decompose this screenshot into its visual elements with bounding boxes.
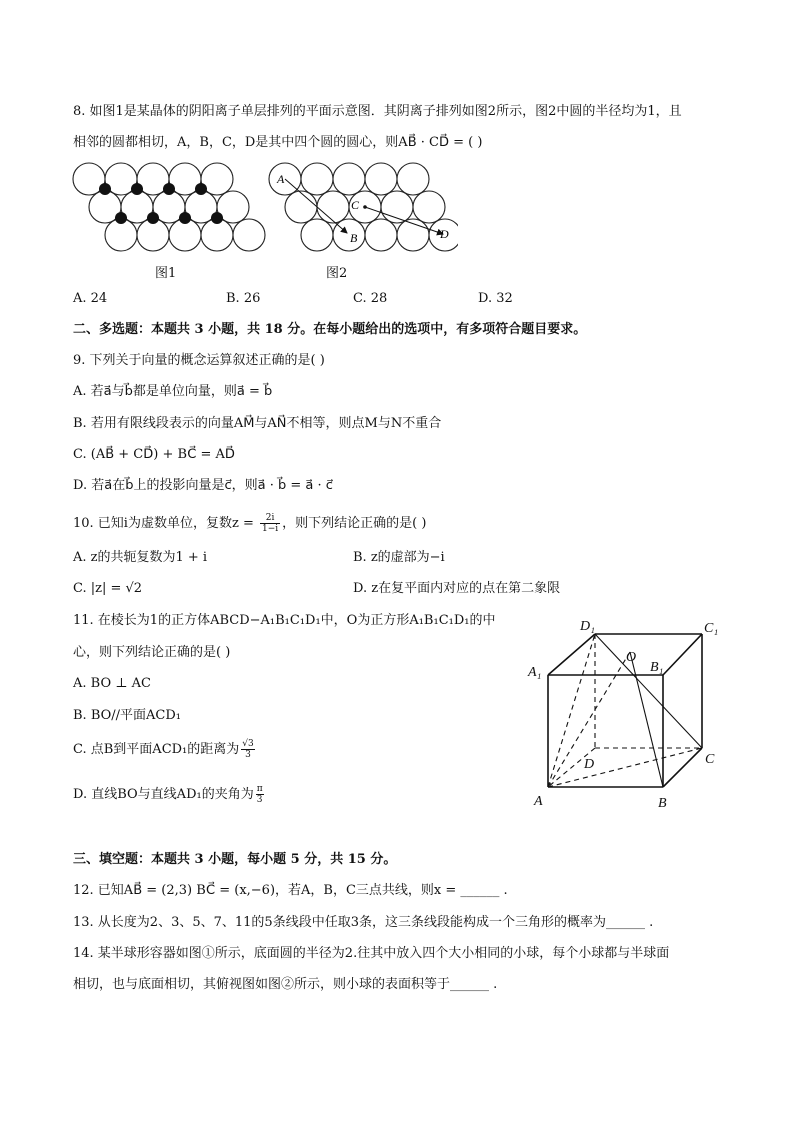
q8-option-d: D. 32 <box>478 291 513 306</box>
cube-label-c1: C₁ <box>704 621 719 636</box>
cube-label-b: B <box>658 796 667 811</box>
cube-label-d1: D₁ <box>580 619 595 634</box>
q11-cube-figure <box>520 612 730 817</box>
fig2-label-a: A <box>277 172 285 186</box>
q11-stem-line1: 11. 在棱长为1的正方体ABCD−A₁B₁C₁D₁中，O为正方形A₁B₁C₁D₁的中 <box>73 613 496 628</box>
q11-option-c-fraction <box>241 739 254 760</box>
q11-option-b: B. BO//平面ACD₁ <box>73 708 181 723</box>
q9-option-c: C. (AB⃗ + CD⃗) + BC⃗ = AD⃗ <box>73 447 235 462</box>
q11-option-d <box>73 784 264 805</box>
section-2-heading: 二、多选题：本题共 3 小题，共 18 分。在每小题给出的选项中，有多项符合题目要求。 <box>73 322 587 337</box>
q10-option-c: C. |z| = √2 <box>73 581 143 596</box>
q10-option-b: B. z的虚部为−i <box>353 550 445 565</box>
cube-label-o: O <box>626 650 637 665</box>
q11-option-c-denominator: 3 <box>245 750 251 760</box>
q10-fraction-numerator: 2i <box>260 513 280 524</box>
q11-option-d-numerator: π <box>256 784 263 794</box>
q9-stem: 9. 下列关于向量的概念运算叙述正确的是( ) <box>73 353 325 368</box>
q8-figure-1 <box>72 162 267 257</box>
q10-stem <box>73 513 426 534</box>
q8-stem-line2: 相邻的圆都相切，A，B，C，D是其中四个圆的圆心，则AB⃗ · CD⃗ = ( ) <box>73 135 483 150</box>
fig2-label-c: C <box>351 198 360 212</box>
q13-stem: 13. 从长度为2、3、5、7、11的5条线段中任取3条，这三条线段能构成一个三角形的概率为______ . <box>73 915 654 930</box>
q8-stem-line1: 8. 如图1是某晶体的阴阳离子单层排列的平面示意图．其阴离子排列如图2所示，图2中圆的半径均为1，且 <box>73 104 682 119</box>
cube-label-a1: A₁ <box>528 665 542 680</box>
q11-option-d-denominator: 3 <box>256 795 263 805</box>
q9-option-a: A. 若a⃗与b⃗都是单位向量，则a⃗ = b⃗ <box>73 384 273 399</box>
fig2-label-b: B <box>350 231 358 245</box>
q9-option-b: B. 若用有限线段表示的向量AM⃗与AN⃗不相等，则点M与N不重合 <box>73 416 442 431</box>
q8-option-c: C. 28 <box>353 291 388 306</box>
q11-option-c-text: C. 点B到平面ACD₁的距离为 <box>73 742 240 757</box>
q8-figure-2 <box>268 162 458 257</box>
q9-option-d: D. 若a⃗在b⃗上的投影向量是c⃗，则a⃗ · b⃗ = a⃗ · c⃗ <box>73 478 333 493</box>
cube-label-b1: B₁ <box>650 660 664 675</box>
q8-figure-1-caption: 图1 <box>155 266 177 281</box>
q14-stem-line1: 14. 某半球形容器如图①所示，底面圆的半径为2.往其中放入四个大小相同的小球，每个小球都与半球面 <box>73 946 670 961</box>
q10-option-d: D. z在复平面内对应的点在第二象限 <box>353 581 561 596</box>
q10-fraction <box>260 513 280 534</box>
q8-option-b: B. 26 <box>226 291 261 306</box>
q10-stem-post: ，则下列结论正确的是( ) <box>282 516 427 531</box>
cube-label-d: D <box>584 757 595 772</box>
q10-fraction-denominator: 1−i <box>261 524 279 534</box>
cube-label-a: A <box>534 794 543 809</box>
q11-option-c-numerator: √3 <box>242 739 254 749</box>
q8-option-a: A. 24 <box>73 291 108 306</box>
section-3-heading: 三、填空题：本题共 3 小题，每小题 5 分，共 15 分。 <box>73 852 397 867</box>
q14-stem-line2: 相切，也与底面相切，其俯视图如图②所示，则小球的表面积等于______ . <box>73 977 498 992</box>
q11-option-a: A. BO ⊥ AC <box>73 676 151 691</box>
q10-option-a: A. z的共轭复数为1 + i <box>73 550 208 565</box>
q11-option-d-fraction <box>256 784 264 805</box>
cube-label-c: C <box>705 752 715 767</box>
fig2-label-d: D <box>440 227 449 241</box>
q11-option-c <box>73 739 255 760</box>
q12-stem: 12. 已知AB⃗ = (2,3) BC⃗ = (x,−6)，若A，B，C三点共线，则x = ______ . <box>73 883 508 898</box>
q11-option-d-text: D. 直线BO与直线AD₁的夹角为 <box>73 787 254 802</box>
q11-stem-line2: 心，则下列结论正确的是( ) <box>73 645 231 660</box>
q10-stem-pre: 10. 已知i为虚数单位，复数z = <box>73 516 258 531</box>
q8-figure-2-caption: 图2 <box>326 266 348 281</box>
